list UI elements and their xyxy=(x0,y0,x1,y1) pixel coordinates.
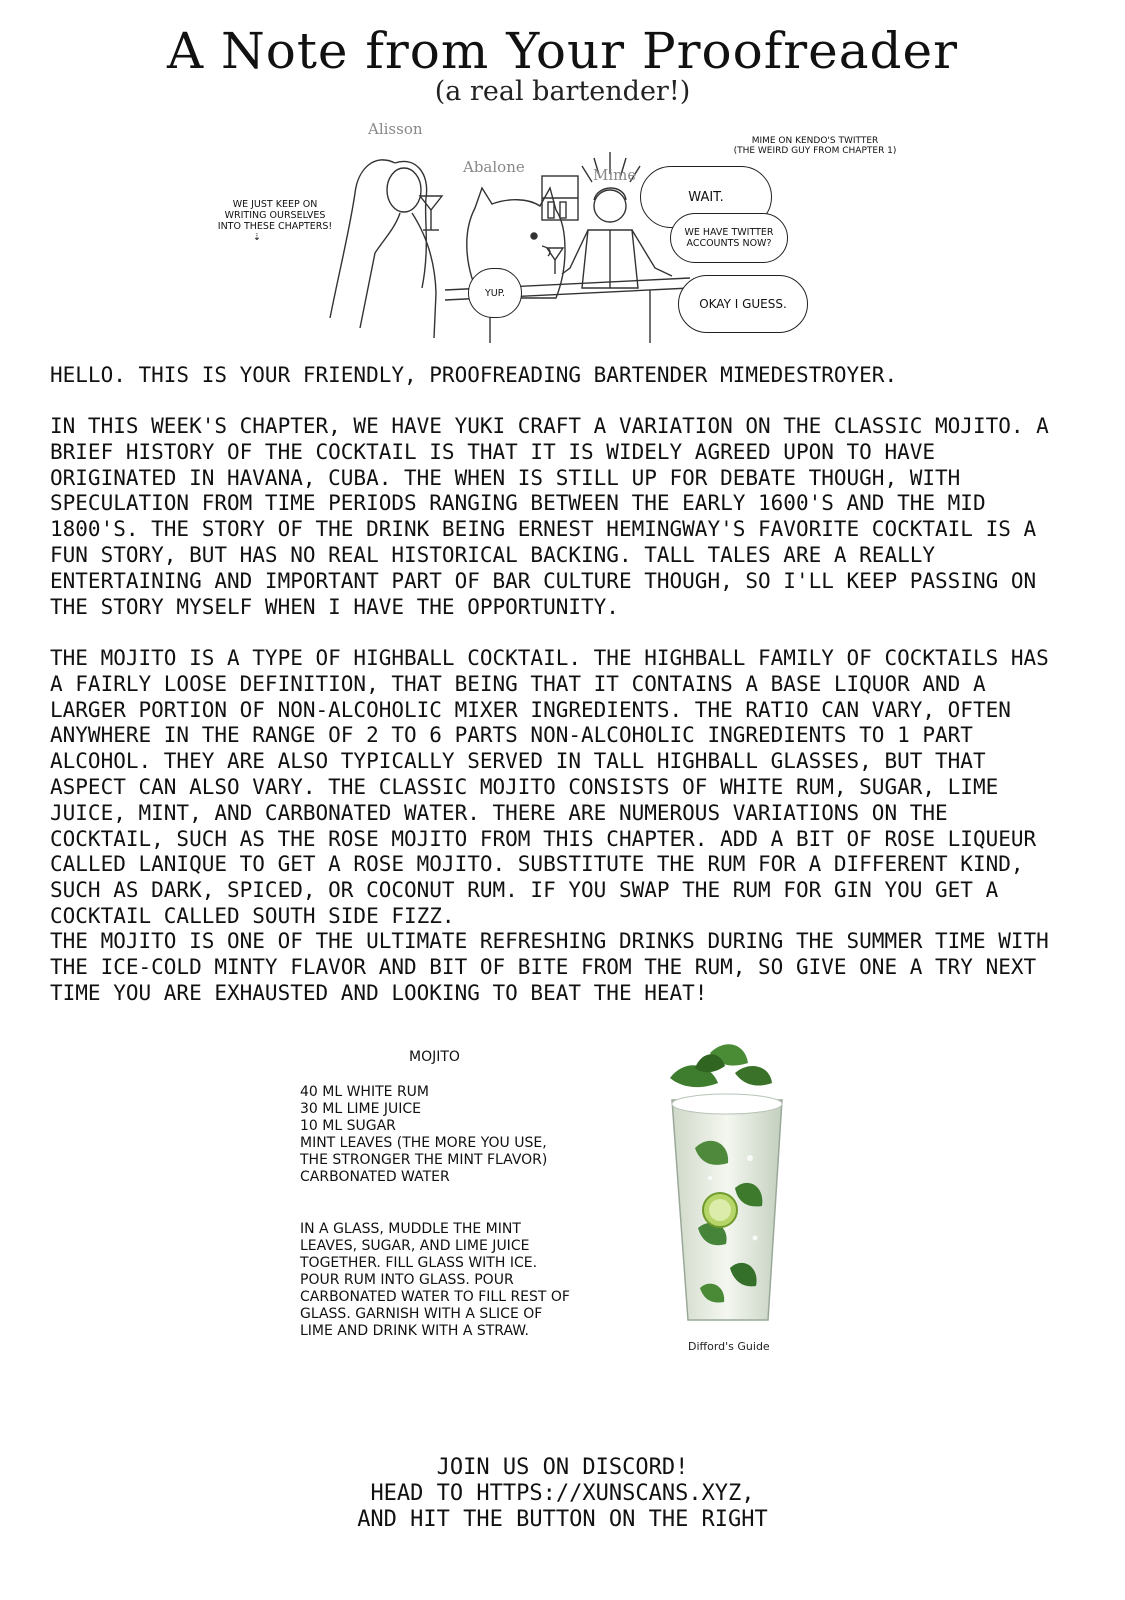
character-label-abalone: Abalone xyxy=(463,158,525,176)
caption-left-line: WE JUST KEEP ON xyxy=(232,199,318,210)
character-label-mime: Mime xyxy=(593,166,637,184)
caption-right xyxy=(705,136,925,157)
comic-illustration xyxy=(190,118,935,343)
summer-paragraph: THE MOJITO IS ONE OF THE ULTIMATE REFRESHING DRINKS DURING THE SUMMER TIME WITH THE ICE-COLD MINTY FLAVOR AND BIT OF BITE FROM THE RUM, SO GIVE ONE A TRY NEXT TIME YOU ARE EXHAUSTED AND LOOKING TO BEAT THE HEAT! xyxy=(50,929,1049,1005)
recipe-title: MOJITO xyxy=(409,1049,460,1065)
caption-left-line: INTO THESE CHAPTERS! xyxy=(217,220,333,232)
caption-right-line: (THE WEIRD GUY FROM CHAPTER 1) xyxy=(733,146,897,157)
ingredient-item: 10 ML SUGAR xyxy=(300,1118,396,1134)
discord-footer xyxy=(0,1455,1125,1533)
history-paragraph: IN THIS WEEK'S CHAPTER, WE HAVE YUKI CRAFT A VARIATION ON THE CLASSIC MOJITO. A BRIEF HISTORY OF THE COCKTAIL IS THAT IT IS WIDELY AGREED UPON TO HAVE ORIGINATED IN HAVANA, CUBA. THE WHEN IS STILL UP FOR DEBATE THOUGH, WITH SPECULATION FROM TIME PERIODS RANGING BETWEEN THE EARLY 1600'S AND THE MID 1800'S. THE STORY OF THE DRINK BEING ERNEST HEMINGWAY'S FAVORITE COCKTAIL IS A FUN STORY, BUT HAS NO REAL HISTORICAL BACKING. TALL TALES ARE A REALLY ENTERTAINING AND IMPORTANT PART OF BAR CULTURE THOUGH, SO I'LL KEEP PASSING ON THE STORY MYSELF WHEN I HAVE THE OPPORTUNITY. xyxy=(50,414,1049,619)
caption-left xyxy=(195,200,355,244)
footer-line: AND HIT THE BUTTON ON THE RIGHT xyxy=(357,1507,768,1532)
speech-bubble-twitter: WE HAVE TWITTER ACCOUNTS NOW? xyxy=(670,213,788,263)
footer-line: JOIN US ON DISCORD! xyxy=(436,1455,689,1480)
recipe-ingredients xyxy=(300,1084,570,1186)
ingredient-item: 40 ML WHITE RUM xyxy=(300,1084,429,1100)
photo-credit: Difford's Guide xyxy=(688,1340,770,1353)
caption-left-line: WRITING OURSELVES xyxy=(224,209,326,221)
mojito-photo xyxy=(640,1038,790,1327)
mojito-glass-illustration xyxy=(640,1038,790,1323)
intro-paragraph: HELLO. THIS IS YOUR FRIENDLY, PROOFREADING BARTENDER MIMEDESTROYER. xyxy=(50,363,898,387)
page-title: A Note from Your Proofreader xyxy=(166,22,959,80)
speech-bubble-yup: YUP. xyxy=(468,268,522,318)
ingredient-item: CARBONATED WATER xyxy=(300,1169,450,1185)
speech-bubble-okay: OKAY I GUESS. xyxy=(678,275,808,333)
footer-line: HEAD TO HTTPS://XUNSCANS.XYZ, xyxy=(370,1481,755,1506)
ingredient-item: 30 ML LIME JUICE xyxy=(300,1101,422,1117)
recipe-method: IN A GLASS, MUDDLE THE MINT LEAVES, SUGAR, AND LIME JUICE TOGETHER. FILL GLASS WITH ICE. POUR RUM INTO GLASS. POUR CARBONATED WATER TO FILL REST OF GLASS. GARNISH WITH A SLICE OF LIME AND DRINK WITH A STRAW. xyxy=(300,1221,570,1339)
page-subtitle: (a real bartender!) xyxy=(434,76,691,107)
character-label-alisson: Alisson xyxy=(368,120,423,138)
pointer-glyph: ⇣ xyxy=(253,231,261,243)
ingredient-item: MINT LEAVES (THE MORE YOU USE, THE STRONGER THE MINT FLAVOR) xyxy=(300,1135,548,1168)
caption-right-line: MIME ON KENDO'S TWITTER xyxy=(751,136,879,146)
speech-bubble-wait: WAIT. xyxy=(640,166,772,228)
highball-paragraph: THE MOJITO IS A TYPE OF HIGHBALL COCKTAIL. THE HIGHBALL FAMILY OF COCKTAILS HAS A FAIRLY LOOSE DEFINITION, THAT BEING THAT IT CONTAINS A BASE LIQUOR AND A LARGER PORTION OF NON-ALCOHOLIC MIXER INGREDIENTS. THE RATIO CAN VARY, OFTEN ANYWHERE IN THE RANGE OF 2 TO 6 PARTS NON-ALCOHOLIC INGREDIENTS TO 1 PART ALCOHOL. THEY ARE ALSO TYPICALLY SERVED IN TALL HIGHBALL GLASSES, BUT THAT ASPECT CAN ALSO VARY. THE CLASSIC MOJITO CONSISTS OF WHITE RUM, SUGAR, LIME JUICE, MINT, AND CARBONATED WATER. THERE ARE NUMEROUS VARIATIONS ON THE COCKTAIL, SUCH AS THE ROSE MOJITO FROM THIS CHAPTER. ADD A BIT OF ROSE LIQUEUR CALLED LANIQUE TO GET A ROSE MOJITO. SUBSTITUTE THE RUM FOR A DIFFERENT KIND, SUCH AS DARK, SPICED, OR COCONUT RUM. IF YOU SWAP THE RUM FOR GIN YOU GET A COCKTAIL CALLED SOUTH SIDE FIZZ. xyxy=(50,646,1049,928)
